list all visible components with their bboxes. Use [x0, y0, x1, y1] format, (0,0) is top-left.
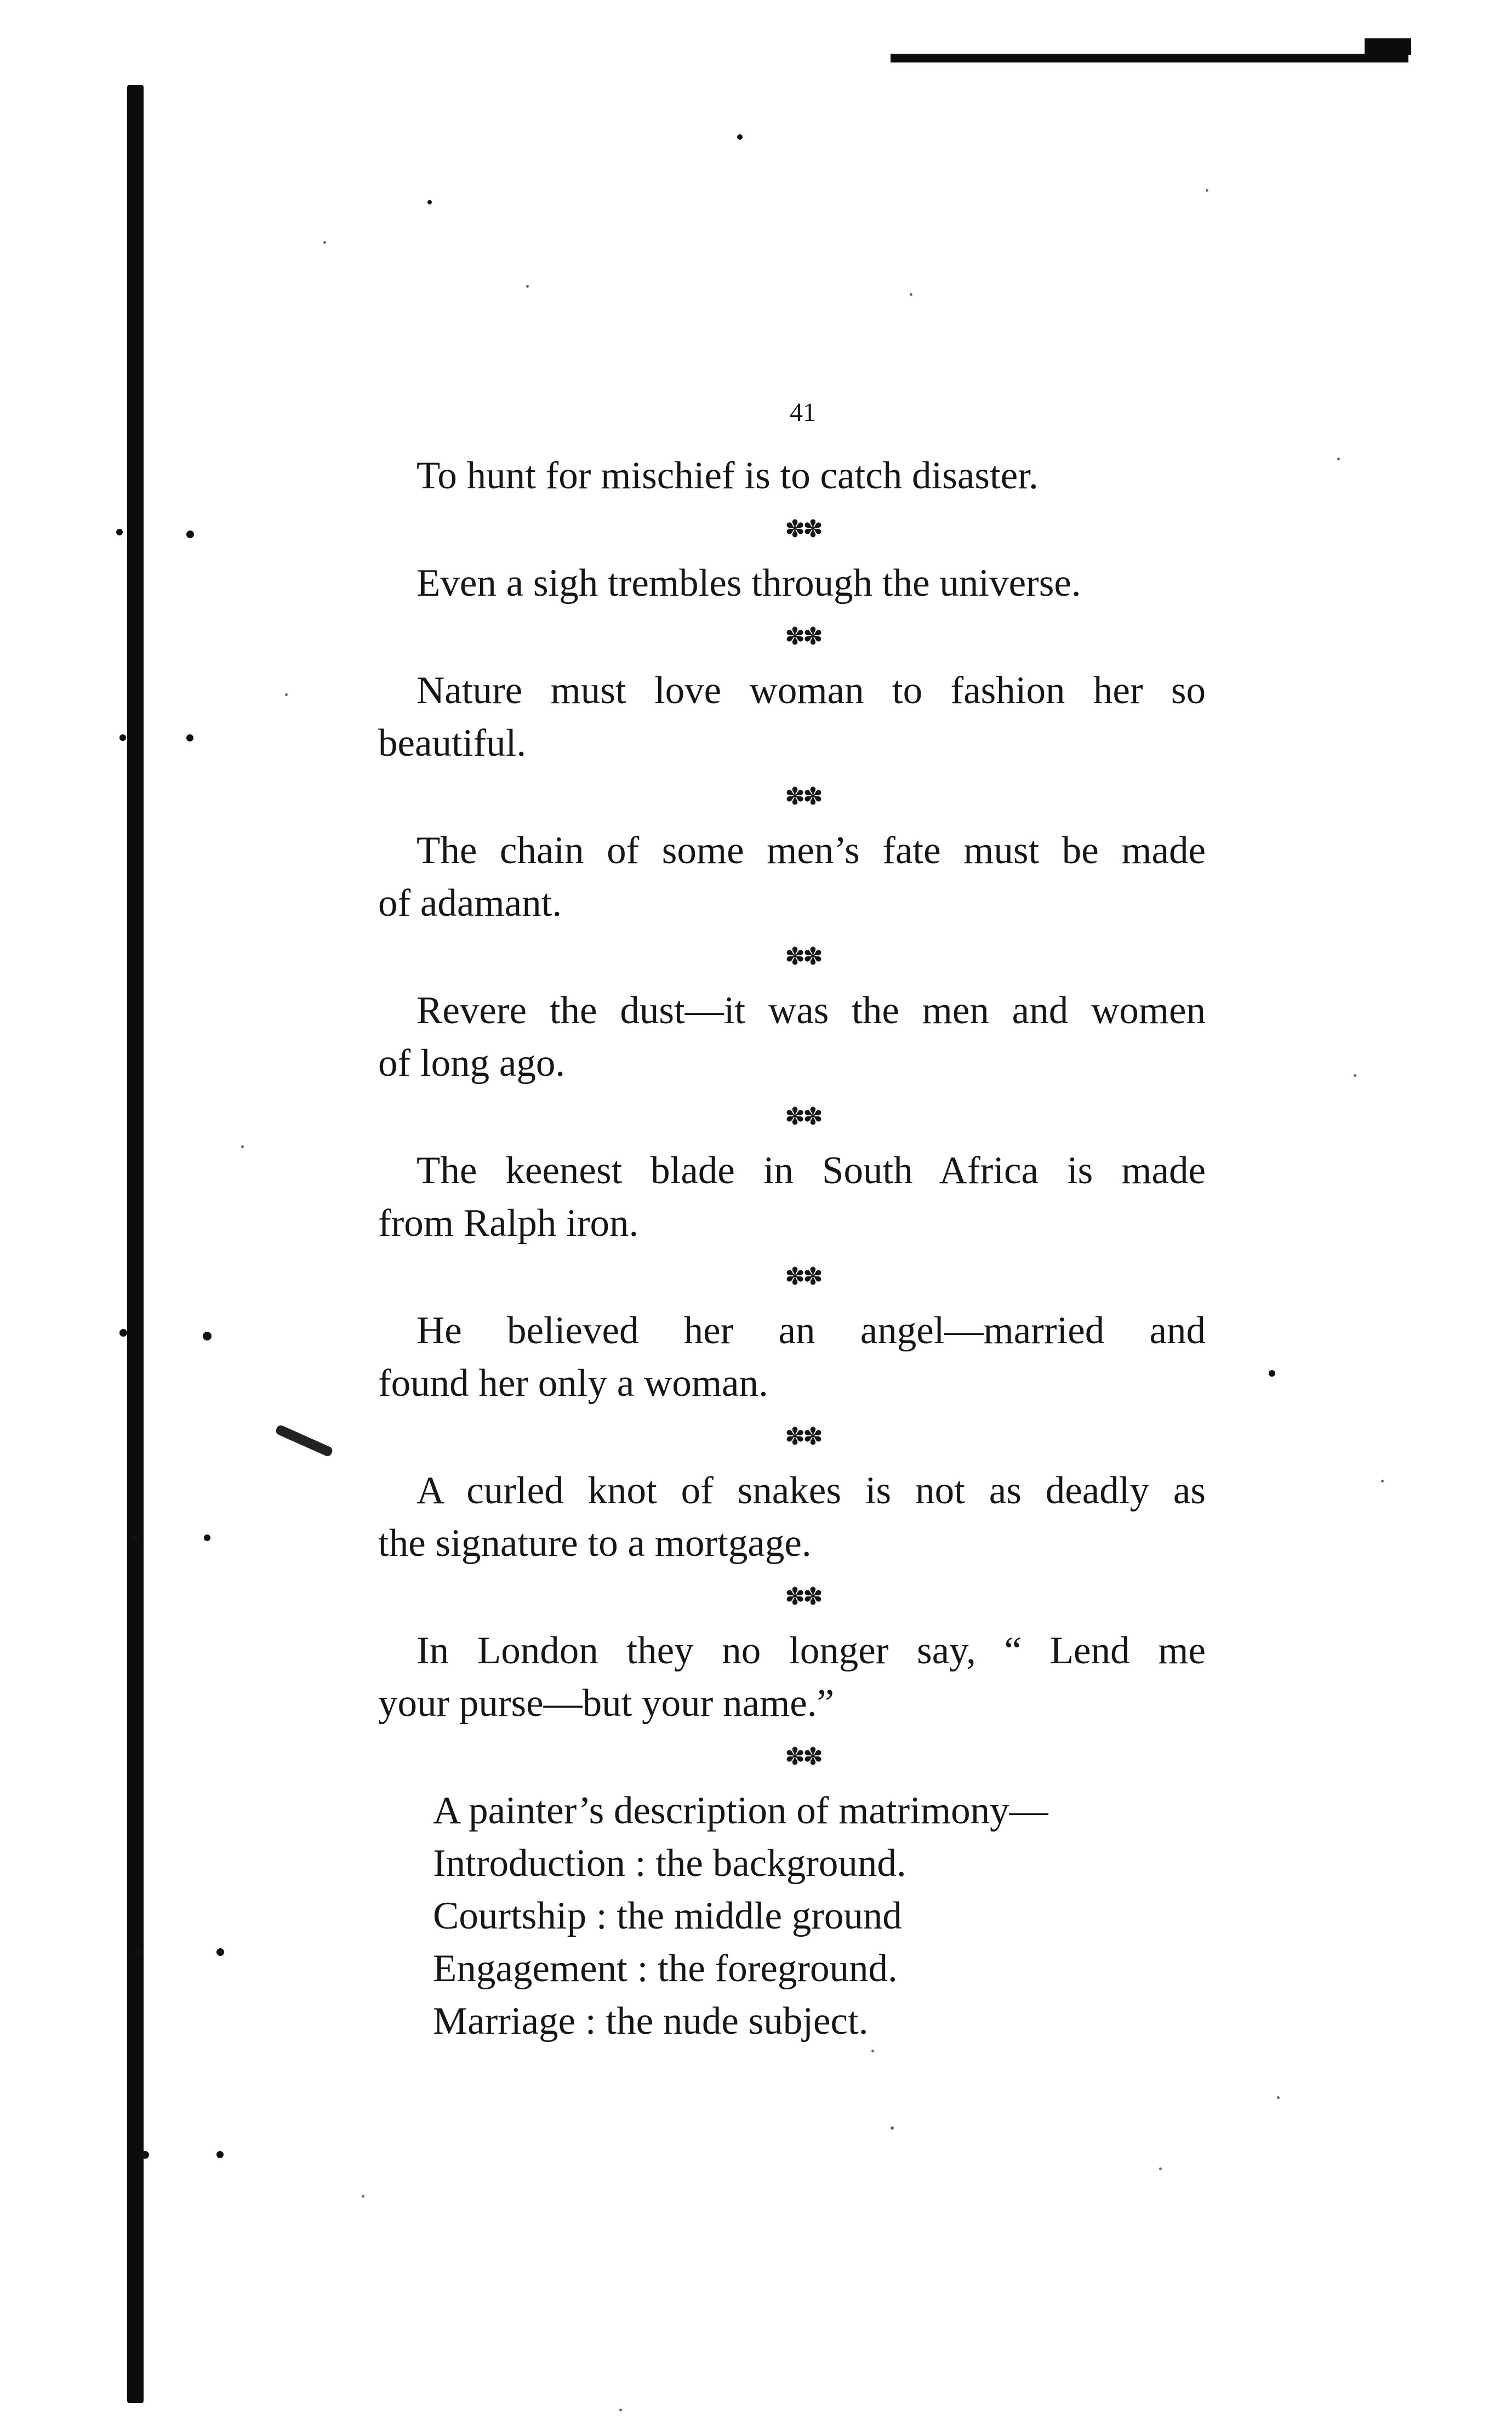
aphorism-line: from Ralph iron. [378, 1202, 639, 1245]
aphorism-line: Revere the dust—it was the men and women [416, 989, 1206, 1032]
aphorism [378, 1144, 1206, 1250]
binding-hole [119, 1329, 127, 1337]
aphorism [378, 449, 1206, 502]
top-rule-tip [1365, 38, 1411, 55]
binding-hole [203, 1332, 212, 1340]
aphorism-line: He believed her an angel—married and [416, 1309, 1206, 1352]
aphorism-line: The keenest blade in South Africa is made [416, 1149, 1206, 1192]
binding-hole [186, 530, 194, 538]
asterism-divider: ✽✽ [785, 623, 821, 650]
aphorism-line: of long ago. [378, 1042, 566, 1085]
paper-speck [362, 2195, 364, 2198]
binding-hole [134, 1948, 142, 1956]
paper-speck [910, 293, 912, 296]
matrimony-line: Introduction : the background. [433, 1842, 906, 1885]
binding-hole [216, 1948, 224, 1956]
binding-hole [116, 529, 123, 535]
aphorism-line: the signature to a mortgage. [378, 1522, 812, 1565]
aphorism [378, 557, 1206, 609]
aphorism-line: Even a sigh trembles through the universe. [416, 562, 1081, 604]
aphorism-line: In London they no longer say, “ Lend me [416, 1629, 1206, 1672]
paper-speck [285, 693, 288, 696]
aphorism-line: found her only a woman. [378, 1362, 768, 1405]
aphorism [378, 824, 1206, 929]
paper-speck [241, 1145, 244, 1148]
paper-speck [891, 2126, 894, 2130]
binding-hole [204, 1534, 210, 1541]
matrimony-list [433, 1784, 1206, 2047]
aphorism-line: A curled knot of snakes is not as deadly as [416, 1469, 1206, 1512]
asterism-divider: ✽✽ [785, 516, 821, 543]
aphorism-line: beautiful. [378, 722, 527, 765]
asterism-divider: ✽✽ [785, 1423, 821, 1450]
page-number: 41 [790, 398, 816, 427]
binding-hole [141, 2151, 149, 2159]
asterism-divider: ✽✽ [785, 783, 821, 810]
text-block [378, 397, 1206, 2047]
binding-edge [127, 85, 144, 2403]
aphorism-line: of adamant. [378, 882, 562, 925]
matrimony-heading: A painter’s description of matrimony— [433, 1789, 1048, 1832]
aphorism [378, 984, 1206, 1089]
aphorism-line: The chain of some men’s fate must be made [416, 829, 1206, 872]
asterism-divider: ✽✽ [785, 943, 821, 970]
paper-speck [323, 241, 326, 244]
paper-speck [1159, 2167, 1162, 2170]
paper-speck [1206, 189, 1208, 192]
aphorism [378, 1464, 1206, 1570]
paper-speck [1337, 458, 1340, 460]
ink-spot [737, 134, 743, 140]
paper-speck [1381, 1480, 1384, 1482]
paper-speck [1277, 2096, 1280, 2099]
aphorism [378, 1304, 1206, 1410]
ink-spot [1269, 1370, 1275, 1377]
paper-speck [619, 2409, 622, 2411]
aphorism [378, 664, 1206, 769]
matrimony-line: Engagement : the foreground. [433, 1947, 898, 1990]
asterism-divider: ✽✽ [785, 1743, 821, 1770]
binding-hole [186, 734, 193, 741]
paper-speck [526, 285, 529, 288]
binding-hole [216, 2151, 224, 2158]
paper-speck [1354, 1074, 1356, 1077]
aphorism-line: Nature must love woman to fashion her so [416, 669, 1206, 712]
asterism-divider: ✽✽ [785, 1263, 821, 1290]
binding-hole [119, 734, 126, 741]
ink-smudge [275, 1424, 334, 1457]
matrimony-line: Marriage : the nude subject. [433, 2000, 869, 2043]
asterism-divider: ✽✽ [785, 1103, 821, 1130]
binding-hole [132, 1534, 138, 1541]
aphorism [378, 1624, 1206, 1730]
aphorism-line: To hunt for mischief is to catch disaster. [416, 454, 1039, 497]
aphorism-line: your purse—but your name.” [378, 1682, 835, 1725]
matrimony-line: Courtship : the middle ground [433, 1895, 902, 1937]
top-rule [891, 54, 1408, 62]
asterism-divider: ✽✽ [785, 1583, 821, 1610]
ink-spot [427, 200, 432, 204]
paper-speck [871, 2050, 874, 2052]
